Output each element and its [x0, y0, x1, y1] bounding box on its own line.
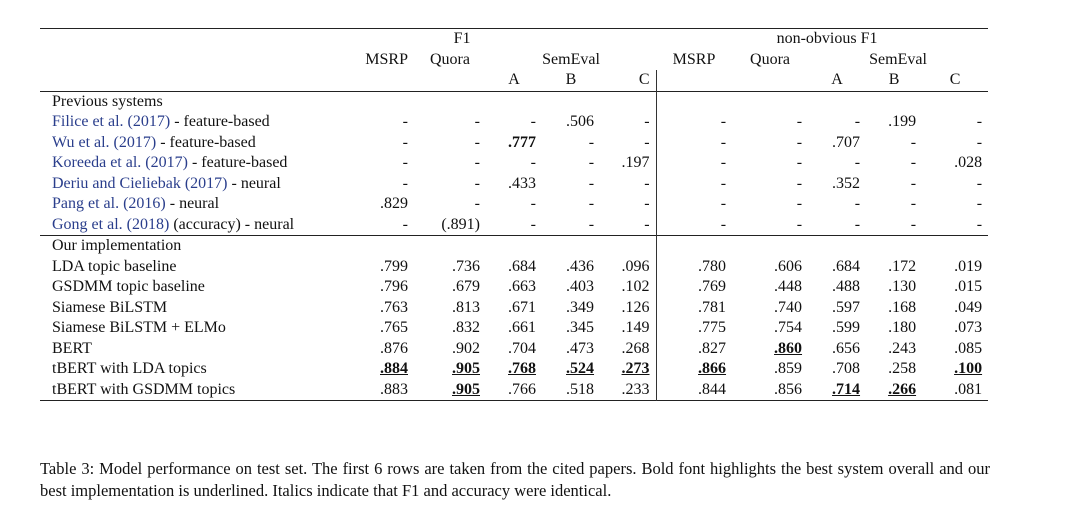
section-header	[40, 236, 988, 257]
citation-link[interactable]: Filice et al. (2017)	[52, 113, 171, 131]
table-cell: .775	[698, 319, 727, 337]
table-cell: .268	[600, 339, 656, 360]
table-cell: .684	[508, 257, 536, 275]
system-name	[40, 174, 358, 195]
highlighted-value: .866	[698, 360, 727, 378]
table-cell	[866, 380, 922, 401]
table-cell: .403	[566, 278, 595, 296]
col-semeval: SemEval	[542, 50, 600, 68]
table-cell: -	[796, 215, 803, 233]
table-cell: -	[588, 215, 595, 233]
table-cell: .081	[954, 380, 983, 398]
table-cell: -	[402, 154, 408, 172]
table-row	[40, 153, 988, 174]
table-cell: .704	[508, 339, 536, 357]
table-cell: .473	[566, 339, 595, 357]
table-cell: .258	[888, 360, 917, 378]
table-row	[40, 133, 988, 154]
table-cell: -	[402, 133, 408, 151]
table-cell: .799	[380, 257, 408, 275]
table-cell: -	[474, 133, 480, 151]
table-cell: .827	[698, 339, 727, 357]
table-cell: .243	[888, 339, 917, 357]
table-cell: .684	[832, 257, 861, 275]
table-cell: -	[854, 154, 861, 172]
table-cell: -	[910, 154, 917, 172]
header-row-groups	[40, 29, 988, 50]
table-cell: -	[796, 133, 803, 151]
citation-link[interactable]: Deriu and Cieliebak (2017)	[52, 174, 228, 192]
table-row	[40, 194, 988, 215]
table-cell: -	[530, 195, 536, 213]
system-name: Siamese BiLSTM + ELMo	[52, 319, 226, 337]
table-cell: -	[600, 133, 656, 154]
table-cell: .740	[774, 298, 803, 316]
group-nonobvious-f1: non-obvious F1	[776, 30, 878, 48]
table-cell: .349	[566, 298, 595, 316]
table-cell: -	[910, 174, 917, 192]
table-cell: .766	[508, 380, 536, 398]
table-cell: .199	[888, 113, 917, 131]
system-type: - feature-based	[170, 113, 270, 131]
table-cell: .149	[600, 318, 656, 339]
table-cell: .902	[452, 339, 480, 357]
table-cell: .606	[774, 257, 803, 275]
section-title: Previous systems	[52, 92, 163, 110]
system-type: - feature-based	[156, 133, 256, 151]
system-name: tBERT with GSDMM topics	[52, 380, 236, 398]
table-cell	[358, 359, 414, 380]
table-cell: -	[910, 215, 917, 233]
table-cell: .844	[698, 380, 727, 398]
table-cell	[600, 359, 656, 380]
table-cell: -	[720, 154, 727, 172]
col-semeval-c: C	[600, 70, 656, 91]
system-name	[40, 215, 358, 236]
table-body	[40, 91, 988, 401]
table-cell: -	[600, 112, 656, 133]
table-cell: .126	[600, 298, 656, 319]
table-cell: .769	[698, 278, 727, 296]
table-row	[40, 112, 988, 133]
table-cell: -	[530, 154, 536, 172]
table-row	[40, 277, 988, 298]
table-cell: .754	[774, 319, 803, 337]
table-row	[40, 359, 988, 380]
table-cell: -	[720, 215, 727, 233]
table-cell: .102	[600, 277, 656, 298]
table-cell: .096	[600, 257, 656, 278]
system-name	[40, 112, 358, 133]
highlighted-value: .884	[380, 360, 408, 378]
table-cell: -	[720, 133, 727, 151]
table-cell: -	[910, 195, 917, 213]
table-cell: .736	[452, 257, 480, 275]
table-cell: .197	[600, 153, 656, 174]
table-row	[40, 339, 988, 360]
system-name	[40, 194, 358, 215]
table-cell: .019	[954, 257, 983, 275]
system-type: - neural	[227, 174, 281, 192]
table-cell: .763	[380, 298, 408, 316]
table-cell: .883	[380, 380, 408, 398]
table-cell: -	[976, 174, 983, 192]
table-row	[40, 215, 988, 236]
table-cell: -	[854, 113, 861, 131]
table-cell: .436	[566, 257, 595, 275]
table-cell: -	[474, 195, 480, 213]
table-cell: (.891)	[441, 215, 480, 233]
table-cell: -	[976, 195, 983, 213]
table-cell: .859	[774, 360, 803, 378]
table-cell: -	[588, 154, 595, 172]
table-cell: .233	[600, 380, 656, 401]
table-cell: -	[796, 113, 803, 131]
table-cell: -	[588, 133, 595, 151]
header-row-datasets	[40, 50, 988, 71]
citation-link[interactable]: Koreeda et al. (2017)	[52, 154, 188, 172]
table-cell: .352	[832, 174, 861, 192]
citation-link[interactable]: Gong et al. (2018)	[52, 215, 170, 233]
table-cell	[486, 133, 542, 154]
table-cell: .597	[832, 298, 861, 316]
table-cell: .028	[954, 154, 983, 172]
table-cell: -	[474, 174, 480, 192]
table-cell: .488	[832, 278, 861, 296]
table-cell: .707	[832, 133, 861, 151]
table-cell: -	[402, 174, 408, 192]
table-cell: .780	[698, 257, 727, 275]
highlighted-value: .905	[452, 360, 480, 378]
col-semeval-b-nonobvious: B	[888, 71, 900, 89]
table-cell: -	[530, 215, 536, 233]
table-cell: -	[588, 174, 595, 192]
table-cell: .856	[774, 380, 803, 398]
table-cell: -	[474, 154, 480, 172]
table-cell: .130	[888, 278, 917, 296]
table-cell: .599	[832, 319, 861, 337]
table-cell: -	[600, 174, 656, 195]
table-cell: -	[720, 113, 727, 131]
system-name: BERT	[52, 339, 92, 357]
table-cell: -	[976, 113, 983, 131]
table-cell: .671	[508, 298, 536, 316]
highlighted-value: .266	[888, 380, 917, 398]
table-cell: -	[976, 133, 983, 151]
table-cell: -	[854, 215, 861, 233]
table-cell	[486, 359, 542, 380]
table-cell: -	[976, 215, 983, 233]
table-cell: -	[910, 133, 917, 151]
col-semeval-b: B	[565, 71, 577, 89]
highlighted-value: .777	[508, 133, 536, 151]
table-row	[40, 318, 988, 339]
table-cell: .049	[954, 298, 983, 316]
highlighted-value: .273	[621, 360, 650, 378]
table-cell: .876	[380, 339, 408, 357]
system-name: LDA topic baseline	[52, 257, 177, 275]
system-type: - feature-based	[187, 154, 288, 172]
system-name: Siamese BiLSTM	[52, 298, 168, 316]
table-cell	[542, 359, 600, 380]
highlighted-value: .768	[508, 360, 536, 378]
table-row	[40, 257, 988, 278]
table-cell: -	[600, 194, 656, 215]
group-f1: F1	[453, 30, 471, 48]
col-semeval-a-nonobvious: A	[831, 71, 843, 89]
system-name	[40, 133, 358, 154]
table-cell	[732, 339, 808, 360]
table-cell: -	[720, 174, 727, 192]
table-cell: .679	[452, 278, 480, 296]
table-cell: -	[402, 113, 408, 131]
table-cell: .656	[832, 339, 861, 357]
table-row	[40, 174, 988, 195]
table-cell: .708	[832, 360, 861, 378]
table-row	[40, 380, 988, 401]
col-msrp-nonobvious: MSRP	[672, 50, 716, 68]
table-cell: -	[530, 113, 536, 131]
col-semeval-nonobvious: SemEval	[869, 50, 927, 68]
system-type: - neural	[165, 195, 220, 213]
table-cell: -	[854, 195, 861, 213]
table-cell: .829	[380, 195, 408, 213]
table-cell: .073	[954, 319, 983, 337]
table-cell: .663	[508, 278, 536, 296]
highlighted-value: .524	[566, 360, 595, 378]
table-cell: .172	[888, 257, 917, 275]
table-cell	[922, 359, 988, 380]
table-caption: Table 3: Model performance on test set. The first 6 rows are taken from the cited papers. Bold font highlights the best system overall and our best implementation is underlined. Italics indicate that F1 and accuracy were identical.	[40, 459, 990, 500]
header-row-subtasks	[40, 70, 988, 91]
table-cell: -	[600, 215, 656, 236]
table-cell: .015	[954, 278, 983, 296]
table-cell: .765	[380, 319, 408, 337]
col-semeval-a: A	[508, 71, 520, 89]
table-cell: .661	[508, 319, 536, 337]
table-cell: .433	[508, 174, 536, 192]
table-cell: -	[796, 195, 803, 213]
system-name: tBERT with LDA topics	[52, 360, 207, 378]
table-cell: -	[402, 215, 408, 233]
table-cell: .781	[698, 298, 727, 316]
highlighted-value: .905	[452, 380, 480, 398]
highlighted-value: .860	[774, 339, 803, 357]
table-cell: .506	[566, 113, 595, 131]
section-title: Our implementation	[52, 237, 182, 255]
table-cell	[808, 380, 866, 401]
table-cell: -	[796, 174, 803, 192]
table-cell: .168	[888, 298, 917, 316]
col-msrp: MSRP	[365, 50, 408, 68]
col-semeval-c-nonobvious: C	[949, 71, 961, 89]
table-cell: .345	[566, 319, 595, 337]
table-cell	[656, 359, 732, 380]
results-table	[40, 28, 988, 401]
highlighted-value: .100	[954, 360, 983, 378]
section-header	[40, 91, 988, 112]
table-cell: .448	[774, 278, 803, 296]
table-cell: .796	[380, 278, 408, 296]
table-row	[40, 298, 988, 319]
system-name: GSDMM topic baseline	[52, 278, 205, 296]
system-name	[40, 153, 358, 174]
table-cell: -	[474, 113, 480, 131]
table-cell: .832	[452, 319, 480, 337]
table-cell	[414, 359, 486, 380]
table-cell: .813	[452, 298, 480, 316]
col-quora: Quora	[430, 50, 470, 68]
table-cell: .518	[566, 380, 595, 398]
table-cell: -	[720, 195, 727, 213]
citation-link[interactable]: Wu et al. (2017)	[52, 133, 157, 151]
table-cell: -	[796, 154, 803, 172]
highlighted-value: .714	[832, 380, 861, 398]
system-type: (accuracy) - neural	[169, 215, 295, 233]
table-cell: .180	[888, 319, 917, 337]
citation-link[interactable]: Pang et al. (2016)	[52, 195, 166, 213]
table-cell: -	[588, 195, 595, 213]
col-quora-nonobvious: Quora	[750, 50, 791, 68]
table-cell: .085	[954, 339, 983, 357]
table-cell	[414, 380, 486, 401]
